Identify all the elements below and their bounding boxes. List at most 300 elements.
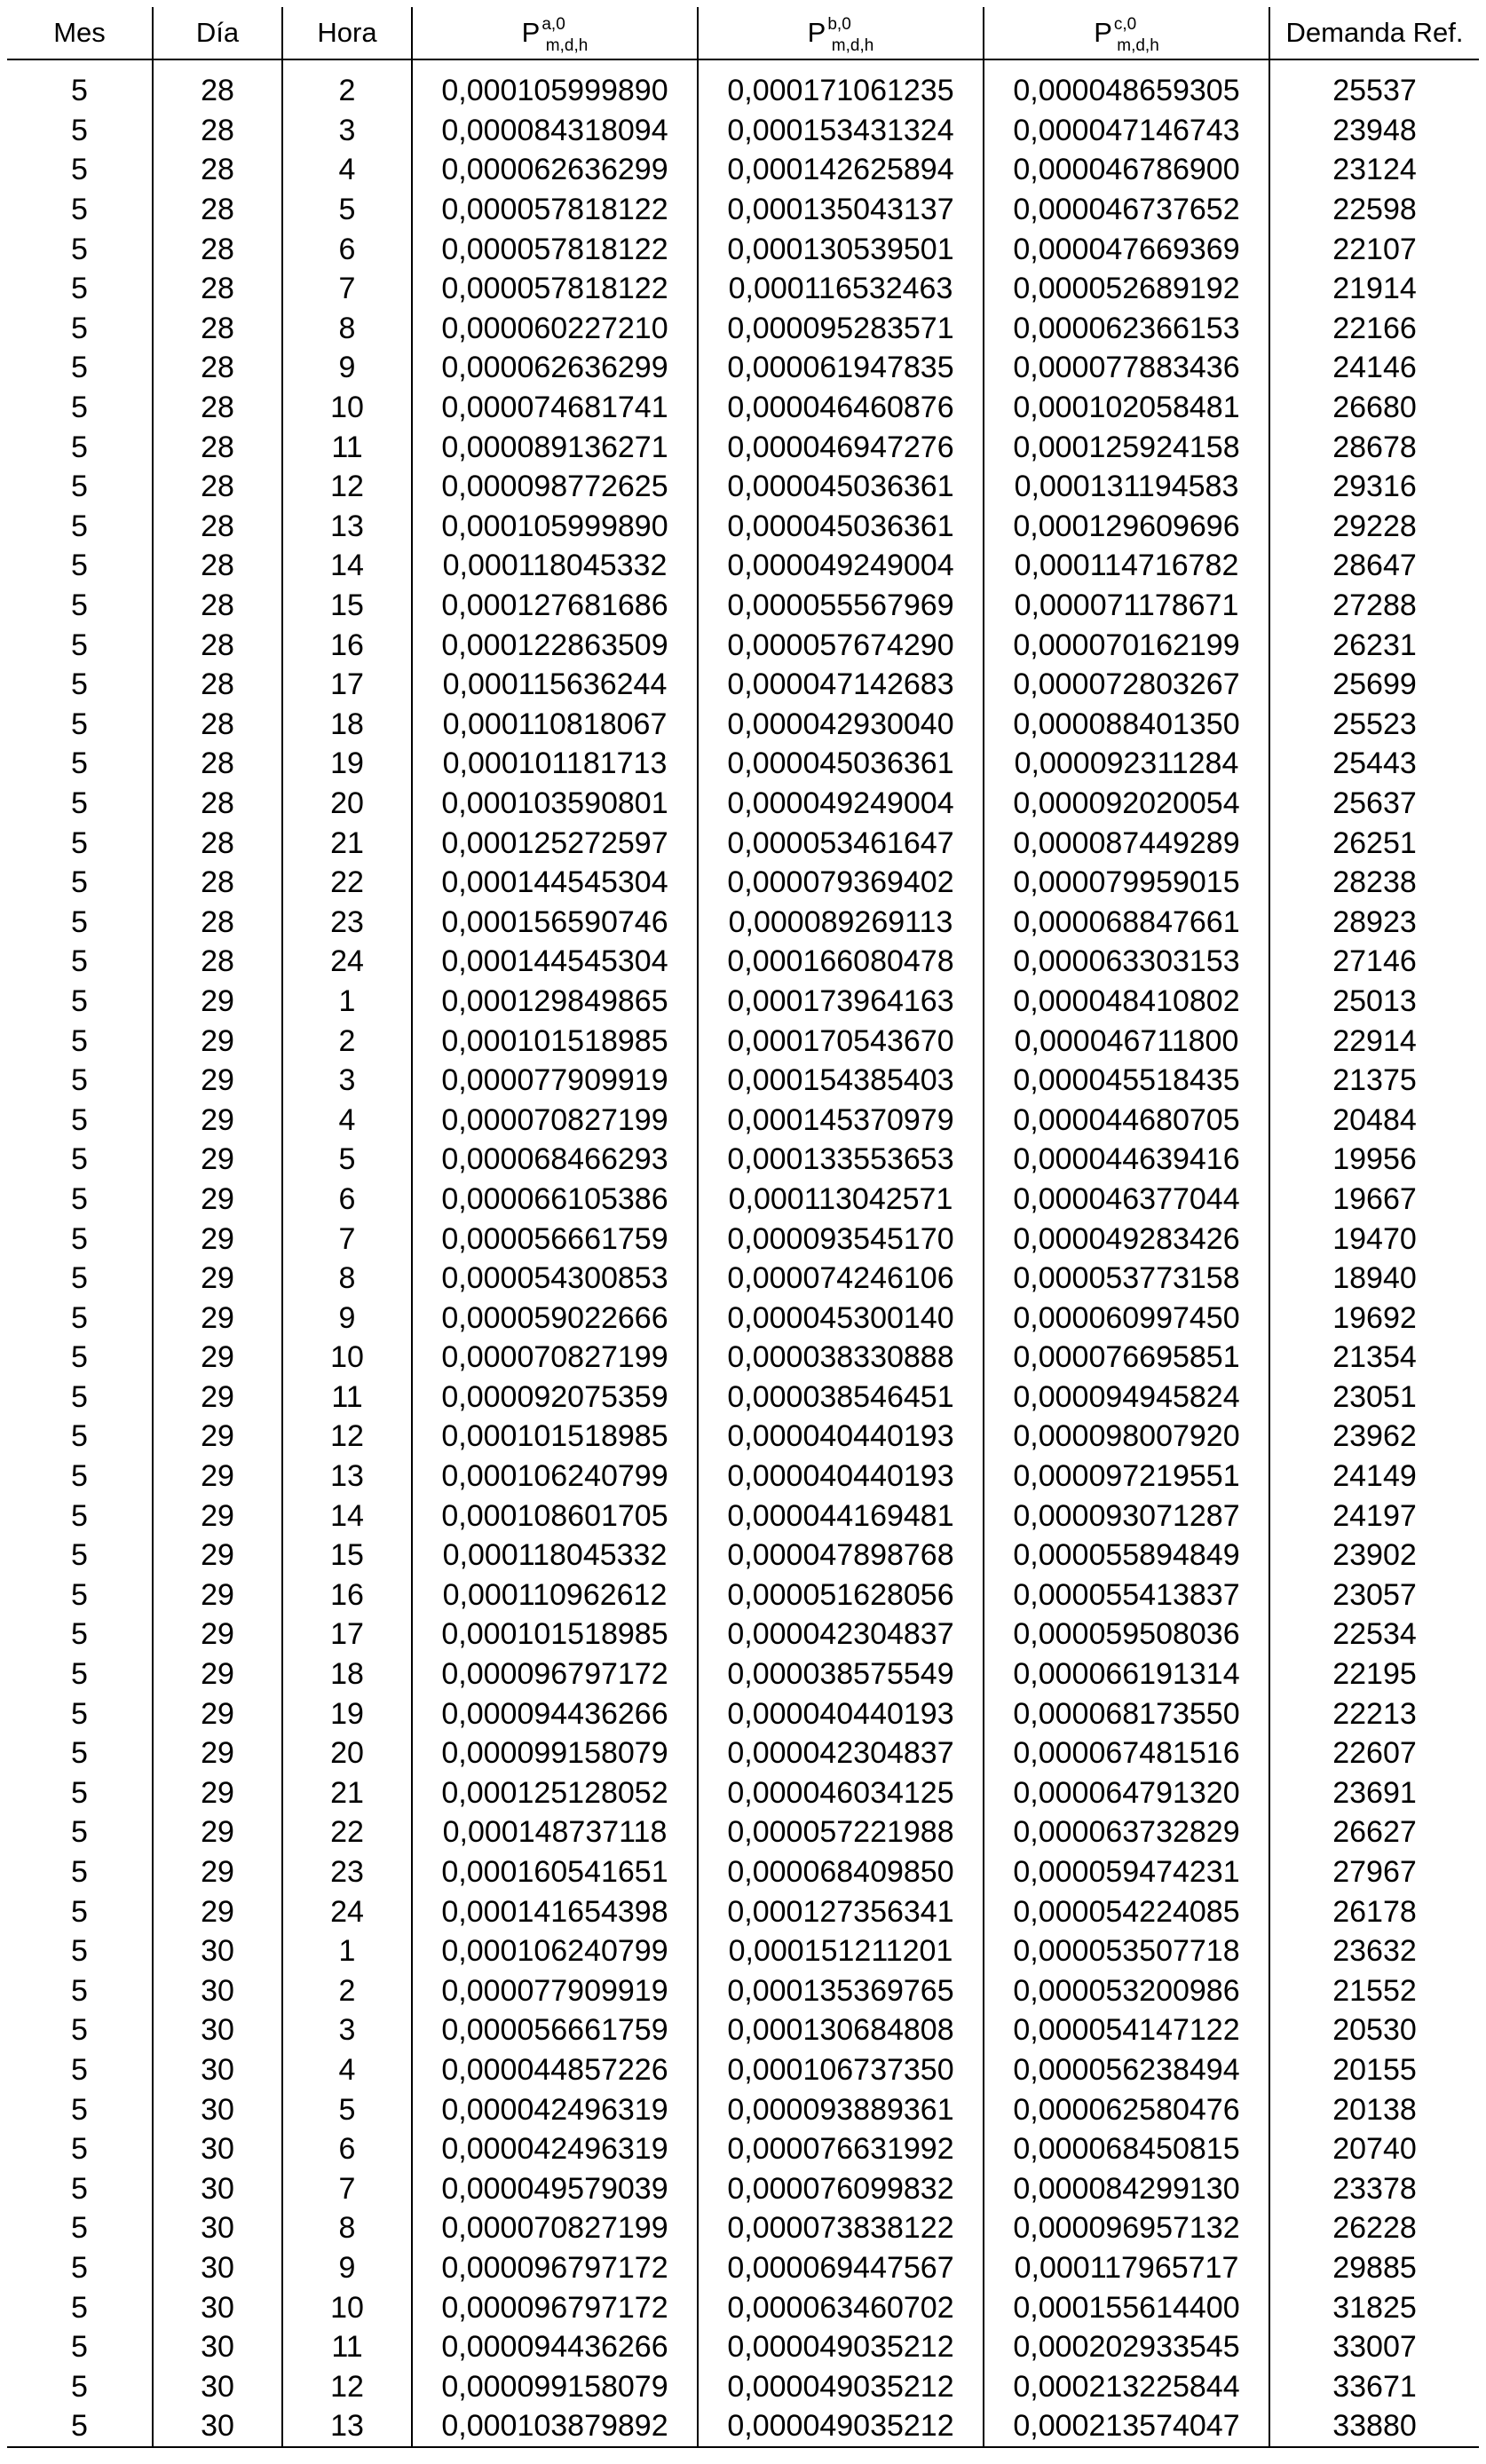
- cell-demanda: 33671: [1269, 2366, 1479, 2406]
- cell-demanda: 23948: [1269, 111, 1479, 151]
- cell-pa: 0,000141654398: [412, 1891, 698, 1931]
- cell-demanda: 21375: [1269, 1061, 1479, 1101]
- cell-demanda: 25637: [1269, 784, 1479, 824]
- table-row: [7, 467, 1479, 507]
- table-row: [7, 1812, 1479, 1852]
- cell-demanda: 24146: [1269, 348, 1479, 388]
- table-row: [7, 1576, 1479, 1615]
- table-row: [7, 2010, 1479, 2050]
- cell-pb: 0,000063460702: [698, 2287, 984, 2327]
- cell-dia: 28: [153, 427, 282, 467]
- cell-dia: 28: [153, 744, 282, 784]
- cell-hora: 9: [282, 348, 412, 388]
- cell-mes: 5: [71, 904, 88, 939]
- cell-pb: 0,000051628056: [698, 1576, 984, 1615]
- cell-pc: 0,000088401350: [984, 705, 1269, 745]
- cell-hora: 8: [282, 309, 412, 349]
- table-row: [7, 1536, 1479, 1576]
- cell-mes: 5: [71, 1142, 88, 1177]
- cell-mes: 5: [71, 2211, 88, 2246]
- table-row: [7, 665, 1479, 705]
- table-row: [7, 2050, 1479, 2090]
- cell-demanda: 21354: [1269, 1338, 1479, 1378]
- cell-dia: 28: [153, 467, 282, 507]
- cell-pb: 0,000069447567: [698, 2248, 984, 2288]
- table-row: [7, 1338, 1479, 1378]
- cell-pb: 0,000076099832: [698, 2168, 984, 2208]
- table-row: [7, 269, 1479, 309]
- cell-mes: 5: [71, 1023, 88, 1058]
- cell-hora: 4: [282, 1100, 412, 1140]
- header-pc-base: P: [1094, 17, 1112, 48]
- cell-pc: 0,000047146743: [984, 111, 1269, 151]
- cell-pa: 0,000056661759: [412, 1219, 698, 1259]
- cell-pc: 0,000060997450: [984, 1298, 1269, 1338]
- cell-dia: 28: [153, 665, 282, 705]
- cell-pa: 0,000060227210: [412, 309, 698, 349]
- cell-demanda: 23378: [1269, 2168, 1479, 2208]
- cell-demanda: 21914: [1269, 269, 1479, 309]
- cell-pb: 0,000046460876: [698, 388, 984, 428]
- cell-hora: 4: [282, 2050, 412, 2090]
- cell-pb: 0,000093889361: [698, 2089, 984, 2129]
- cell-dia: 29: [153, 1733, 282, 1773]
- cell-pa: 0,000127681686: [412, 586, 698, 626]
- cell-hora: 10: [282, 1338, 412, 1378]
- cell-hora: 3: [282, 2010, 412, 2050]
- cell-pc: 0,000059508036: [984, 1615, 1269, 1655]
- cell-pa: 0,000042496319: [412, 2129, 698, 2169]
- cell-pb: 0,000074246106: [698, 1259, 984, 1299]
- data-table-sheet: [7, 7, 1479, 2448]
- cell-mes: 5: [71, 1617, 88, 1652]
- cell-pc: 0,000062366153: [984, 309, 1269, 349]
- cell-pb: 0,000042304837: [698, 1733, 984, 1773]
- cell-demanda: 22213: [1269, 1694, 1479, 1733]
- cell-hora: 5: [282, 190, 412, 230]
- cell-pc: 0,000046377044: [984, 1180, 1269, 1220]
- header-pa-sup: a,0: [541, 15, 565, 34]
- cell-mes: 5: [71, 391, 88, 425]
- cell-mes: 5: [71, 153, 88, 187]
- table-row: [7, 1021, 1479, 1061]
- cell-mes: 5: [71, 786, 88, 820]
- cell-dia: 28: [153, 863, 282, 903]
- cell-demanda: 23057: [1269, 1576, 1479, 1615]
- table-row: [7, 309, 1479, 349]
- table-row: [7, 1180, 1479, 1220]
- cell-hora: 21: [282, 823, 412, 863]
- cell-pa: 0,000101518985: [412, 1615, 698, 1655]
- cell-pa: 0,000101518985: [412, 1021, 698, 1061]
- table-row: [7, 388, 1479, 428]
- cell-pa: 0,000049579039: [412, 2168, 698, 2208]
- cell-dia: 30: [153, 1931, 282, 1971]
- cell-pb: 0,000040440193: [698, 1457, 984, 1497]
- cell-pa: 0,000148737118: [412, 1812, 698, 1852]
- cell-mes: 5: [71, 470, 88, 504]
- cell-hora: 7: [282, 2168, 412, 2208]
- cell-dia: 29: [153, 1496, 282, 1536]
- cell-dia: 29: [153, 1259, 282, 1299]
- cell-mes: 5: [71, 1221, 88, 1256]
- cell-hora: 23: [282, 902, 412, 942]
- cell-pa: 0,000062636299: [412, 150, 698, 190]
- cell-dia: 29: [153, 1615, 282, 1655]
- cell-demanda: 20484: [1269, 1100, 1479, 1140]
- cell-dia: 28: [153, 229, 282, 269]
- cell-demanda: 25537: [1269, 59, 1479, 111]
- cell-pa: 0,000044857226: [412, 2050, 698, 2090]
- cell-demanda: 19692: [1269, 1298, 1479, 1338]
- cell-pb: 0,000042304837: [698, 1615, 984, 1655]
- table-row: [7, 863, 1479, 903]
- cell-pc: 0,000062580476: [984, 2089, 1269, 2129]
- cell-dia: 28: [153, 309, 282, 349]
- cell-pa: 0,000096797172: [412, 2287, 698, 2327]
- cell-mes: 5: [71, 1775, 88, 1810]
- cell-pa: 0,000068466293: [412, 1140, 698, 1180]
- cell-pb: 0,000045036361: [698, 467, 984, 507]
- cell-demanda: 19470: [1269, 1219, 1479, 1259]
- cell-mes: 5: [71, 1300, 88, 1335]
- cell-hora: 11: [282, 2327, 412, 2367]
- cell-mes: 5: [71, 1973, 88, 2008]
- cell-hora: 23: [282, 1852, 412, 1892]
- cell-pc: 0,000096957132: [984, 2208, 1269, 2248]
- cell-hora: 6: [282, 229, 412, 269]
- cell-mes: 5: [71, 1815, 88, 1850]
- cell-mes: 5: [71, 2250, 88, 2285]
- table-row: [7, 1852, 1479, 1892]
- cell-hora: 11: [282, 427, 412, 467]
- table-row: [7, 2366, 1479, 2406]
- cell-demanda: 19667: [1269, 1180, 1479, 1220]
- cell-pa: 0,000125272597: [412, 823, 698, 863]
- cell-hora: 12: [282, 2366, 412, 2406]
- cell-mes: 5: [7, 2406, 153, 2447]
- cell-pb: 0,000040440193: [698, 1694, 984, 1733]
- cell-dia: 28: [153, 902, 282, 942]
- cell-pa: 0,000077909919: [412, 1061, 698, 1101]
- cell-hora: 22: [282, 863, 412, 903]
- cell-demanda: 33007: [1269, 2327, 1479, 2367]
- cell-pb: 0,000045036361: [698, 507, 984, 547]
- table-header: [7, 7, 1479, 59]
- table-row: [7, 2168, 1479, 2208]
- cell-dia: 30: [153, 2366, 282, 2406]
- cell-demanda: 22166: [1269, 309, 1479, 349]
- cell-dia: 28: [153, 942, 282, 982]
- cell-pc: 0,000076695851: [984, 1338, 1269, 1378]
- header-pa-base: P: [521, 17, 541, 48]
- table-row: [7, 546, 1479, 586]
- cell-pb: 0,000046034125: [698, 1773, 984, 1813]
- cell-pa: 0,000156590746: [412, 902, 698, 942]
- cell-pc: 0,000077883436: [984, 348, 1269, 388]
- cell-mes: 5: [71, 1696, 88, 1731]
- cell-pb: 0,000113042571: [698, 1180, 984, 1220]
- cell-pc: 0,000093071287: [984, 1496, 1269, 1536]
- cell-pa: 0,000070827199: [412, 1338, 698, 1378]
- cell-pa: 0,000160541651: [412, 1852, 698, 1892]
- cell-pa: 0,000144545304: [412, 863, 698, 903]
- cell-pb: 0,000173964163: [698, 982, 984, 1022]
- cell-hora: 9: [282, 2248, 412, 2288]
- cell-pa: 0,000115636244: [412, 665, 698, 705]
- cell-pc: 0,000067481516: [984, 1733, 1269, 1773]
- cell-pc: 0,000054224085: [984, 1891, 1269, 1931]
- table-row: [7, 586, 1479, 626]
- cell-pc: 0,000066191314: [984, 1655, 1269, 1694]
- cell-dia: 30: [153, 2089, 282, 2129]
- table-row: [7, 1259, 1479, 1299]
- cell-pc: 0,000063732829: [984, 1812, 1269, 1852]
- cell-dia: 30: [153, 2406, 282, 2447]
- cell-demanda: 27288: [1269, 586, 1479, 626]
- cell-demanda: 25013: [1269, 982, 1479, 1022]
- cell-hora: 13: [282, 1457, 412, 1497]
- cell-hora: 3: [282, 1061, 412, 1101]
- table-row: [7, 902, 1479, 942]
- table-row: [7, 2406, 1479, 2447]
- cell-pb: 0,000053461647: [698, 823, 984, 863]
- table-row: [7, 507, 1479, 547]
- cell-dia: 29: [153, 1655, 282, 1694]
- cell-hora: 4: [282, 150, 412, 190]
- cell-mes: 5: [71, 2330, 88, 2365]
- cell-dia: 29: [153, 1773, 282, 1813]
- cell-pa: 0,000057818122: [412, 269, 698, 309]
- cell-hora: 17: [282, 1615, 412, 1655]
- cell-mes: 5: [71, 1379, 88, 1414]
- cell-pc: 0,000047669369: [984, 229, 1269, 269]
- cell-pc: 0,000046711800: [984, 1021, 1269, 1061]
- cell-dia: 29: [153, 1061, 282, 1101]
- cell-pb: 0,000049035212: [698, 2406, 984, 2447]
- cell-hora: 13: [282, 2406, 412, 2447]
- cell-hora: 20: [282, 784, 412, 824]
- cell-hora: 2: [282, 1021, 412, 1061]
- cell-pa: 0,000122863509: [412, 625, 698, 665]
- cell-demanda: 28647: [1269, 546, 1479, 586]
- cell-pc: 0,000068847661: [984, 902, 1269, 942]
- cell-mes: 5: [71, 430, 88, 464]
- cell-mes: 5: [71, 707, 88, 741]
- cell-dia: 30: [153, 2168, 282, 2208]
- cell-mes: 5: [71, 1577, 88, 1612]
- cell-pa: 0,000101518985: [412, 1417, 698, 1457]
- cell-pa: 0,000125128052: [412, 1773, 698, 1813]
- cell-pa: 0,000054300853: [412, 1259, 698, 1299]
- cell-pb: 0,000042930040: [698, 705, 984, 745]
- cell-demanda: 24149: [1269, 1457, 1479, 1497]
- cell-mes: 5: [71, 1934, 88, 1969]
- cell-mes: 5: [71, 1538, 88, 1573]
- cell-demanda: 21552: [1269, 1971, 1479, 2011]
- header-demanda: Demanda Ref.: [1269, 7, 1479, 59]
- cell-demanda: 26228: [1269, 2208, 1479, 2248]
- cell-mes: 5: [71, 232, 88, 266]
- cell-hora: 6: [282, 2129, 412, 2169]
- table-row: [7, 823, 1479, 863]
- cell-pc: 0,000155614400: [984, 2287, 1269, 2327]
- cell-pc: 0,000045518435: [984, 1061, 1269, 1101]
- table-row: [7, 1457, 1479, 1497]
- cell-pa: 0,000144545304: [412, 942, 698, 982]
- cell-pb: 0,000135043137: [698, 190, 984, 230]
- header-row: [7, 7, 1479, 59]
- cell-hora: 8: [282, 1259, 412, 1299]
- cell-demanda: 25699: [1269, 665, 1479, 705]
- table-row: [7, 59, 1479, 111]
- table-row: [7, 942, 1479, 982]
- table-row: [7, 1891, 1479, 1931]
- cell-dia: 28: [153, 348, 282, 388]
- cell-mes: 5: [71, 311, 88, 345]
- cell-pa: 0,000105999890: [412, 507, 698, 547]
- cell-pb: 0,000166080478: [698, 942, 984, 982]
- header-pa-sub: m,d,h: [545, 36, 589, 55]
- cell-pa: 0,000101181713: [412, 744, 698, 784]
- cell-dia: 29: [153, 1180, 282, 1220]
- cell-demanda: 27146: [1269, 942, 1479, 982]
- cell-hora: 12: [282, 1417, 412, 1457]
- table-row: [7, 2208, 1479, 2248]
- cell-demanda: 18940: [1269, 1259, 1479, 1299]
- cell-pc: 0,000125924158: [984, 427, 1269, 467]
- cell-dia: 29: [153, 982, 282, 1022]
- cell-pa: 0,000056661759: [412, 2010, 698, 2050]
- cell-hora: 7: [282, 269, 412, 309]
- cell-pc: 0,000053507718: [984, 1931, 1269, 1971]
- cell-mes: 5: [71, 1419, 88, 1454]
- table-row: [7, 427, 1479, 467]
- table-row: [7, 190, 1479, 230]
- cell-pb: 0,000106737350: [698, 2050, 984, 2090]
- cell-hora: 18: [282, 705, 412, 745]
- table-row: [7, 1655, 1479, 1694]
- table-row: [7, 625, 1479, 665]
- cell-demanda: 28923: [1269, 902, 1479, 942]
- cell-pb: 0,000076631992: [698, 2129, 984, 2169]
- cell-pb: 0,000130684808: [698, 2010, 984, 2050]
- cell-pc: 0,000059474231: [984, 1852, 1269, 1892]
- cell-hora: 5: [282, 2089, 412, 2129]
- cell-pa: 0,000092075359: [412, 1378, 698, 1418]
- cell-hora: 12: [282, 467, 412, 507]
- cell-dia: 29: [153, 1219, 282, 1259]
- cell-demanda: 26627: [1269, 1812, 1479, 1852]
- cell-pb: 0,000049035212: [698, 2366, 984, 2406]
- header-pa: [412, 7, 698, 59]
- cell-pb: 0,000047142683: [698, 665, 984, 705]
- cell-pc: 0,000072803267: [984, 665, 1269, 705]
- cell-pa: 0,000103590801: [412, 784, 698, 824]
- cell-demanda: 26231: [1269, 625, 1479, 665]
- cell-hora: 1: [282, 982, 412, 1022]
- cell-demanda: 22914: [1269, 1021, 1479, 1061]
- cell-demanda: 19956: [1269, 1140, 1479, 1180]
- header-pc-sup: c,0: [1113, 15, 1137, 34]
- cell-hora: 11: [282, 1378, 412, 1418]
- cell-pc: 0,000102058481: [984, 388, 1269, 428]
- cell-hora: 16: [282, 1576, 412, 1615]
- cell-pc: 0,000068173550: [984, 1694, 1269, 1733]
- cell-dia: 28: [153, 269, 282, 309]
- cell-pb: 0,000079369402: [698, 863, 984, 903]
- cell-pb: 0,000046947276: [698, 427, 984, 467]
- cell-pb: 0,000055567969: [698, 586, 984, 626]
- cell-mes: 5: [71, 983, 88, 1018]
- cell-dia: 30: [153, 1971, 282, 2011]
- cell-dia: 28: [153, 507, 282, 547]
- header-pc-sub: m,d,h: [1117, 36, 1159, 55]
- cell-mes: 5: [71, 1102, 88, 1137]
- cell-demanda: 23632: [1269, 1931, 1479, 1971]
- table-body: [7, 59, 1479, 2447]
- table-row: [7, 111, 1479, 151]
- cell-hora: 15: [282, 1536, 412, 1576]
- cell-pc: 0,000131194583: [984, 467, 1269, 507]
- cell-mes: 5: [71, 2369, 88, 2404]
- table-row: [7, 1733, 1479, 1773]
- cell-demanda: 22195: [1269, 1655, 1479, 1694]
- cell-demanda: 25443: [1269, 744, 1479, 784]
- cell-demanda: 23051: [1269, 1378, 1479, 1418]
- cell-pc: 0,000079959015: [984, 863, 1269, 903]
- cell-hora: 6: [282, 1180, 412, 1220]
- table-row: [7, 2089, 1479, 2129]
- cell-pb: 0,000040440193: [698, 1417, 984, 1457]
- cell-pc: 0,000098007920: [984, 1417, 1269, 1457]
- cell-hora: 5: [282, 1140, 412, 1180]
- table-row: [7, 1298, 1479, 1338]
- cell-mes: 5: [71, 1181, 88, 1216]
- cell-pc: 0,000048410802: [984, 982, 1269, 1022]
- cell-pc: 0,000070162199: [984, 625, 1269, 665]
- cell-mes: 5: [71, 1261, 88, 1296]
- cell-demanda: 23902: [1269, 1536, 1479, 1576]
- cell-demanda: 26680: [1269, 388, 1479, 428]
- cell-mes: 5: [71, 1498, 88, 1533]
- cell-pa: 0,000098772625: [412, 467, 698, 507]
- cell-hora: 10: [282, 388, 412, 428]
- cell-pc: 0,000049283426: [984, 1219, 1269, 1259]
- cell-pc: 0,000044680705: [984, 1100, 1269, 1140]
- cell-dia: 29: [153, 1536, 282, 1576]
- cell-pa: 0,000096797172: [412, 2248, 698, 2288]
- table-row: [7, 1773, 1479, 1813]
- cell-hora: 19: [282, 744, 412, 784]
- cell-demanda: 24197: [1269, 1496, 1479, 1536]
- cell-dia: 29: [153, 1852, 282, 1892]
- cell-pb: 0,000142625894: [698, 150, 984, 190]
- cell-pb: 0,000127356341: [698, 1891, 984, 1931]
- cell-pb: 0,000038330888: [698, 1338, 984, 1378]
- cell-mes: 5: [71, 2132, 88, 2167]
- cell-hora: 2: [282, 59, 412, 111]
- cell-pa: 0,000110818067: [412, 705, 698, 745]
- cell-pb: 0,000145370979: [698, 1100, 984, 1140]
- cell-pc: 0,000055413837: [984, 1576, 1269, 1615]
- cell-mes: 5: [71, 351, 88, 385]
- table-row: [7, 705, 1479, 745]
- cell-dia: 30: [153, 2010, 282, 2050]
- cell-dia: 28: [153, 546, 282, 586]
- cell-pa: 0,000099158079: [412, 2366, 698, 2406]
- cell-pa: 0,000108601705: [412, 1496, 698, 1536]
